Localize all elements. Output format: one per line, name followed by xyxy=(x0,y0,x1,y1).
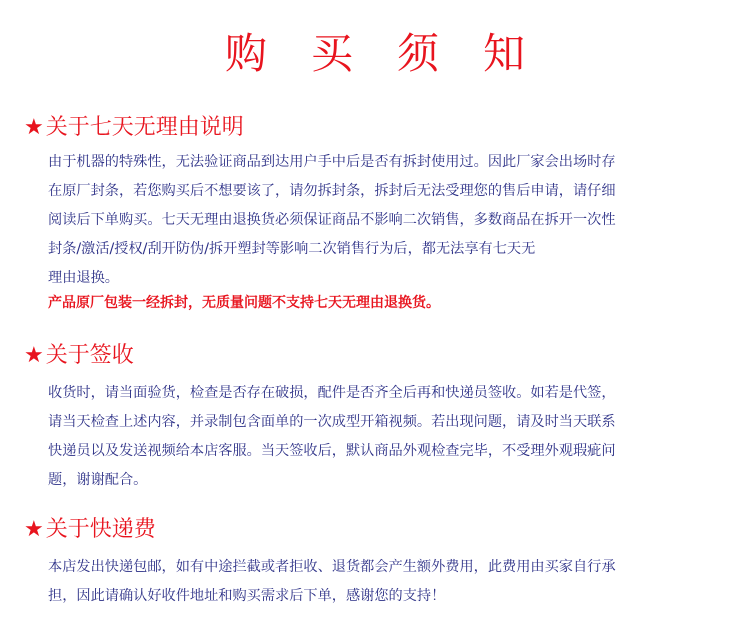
section-heading-seven-day-return xyxy=(24,114,244,142)
section-body-shipping-fee xyxy=(48,553,698,611)
star-icon: ★ xyxy=(24,517,44,542)
section-heading-text: 关于快递费 xyxy=(45,517,156,542)
section-heading-text: 关于七天无理由说明 xyxy=(45,115,244,140)
section-body-seven-day-return xyxy=(48,148,698,293)
section-heading-shipping-fee xyxy=(24,516,156,544)
paragraph-line: 快递员以及发送视频给本店客服。当天签收后，默认商品外观检查完毕，不受理外观瑕疵问 xyxy=(48,443,616,459)
title-char: 买 xyxy=(310,29,353,78)
paragraph-line: 收货时，请当面验货，检查是否存在破损，配件是否齐全后再和快递员签收。如若是代签， xyxy=(48,385,616,401)
star-icon: ★ xyxy=(24,115,44,140)
title-char: 知 xyxy=(483,29,526,78)
paragraph-line: 本店发出快递包邮，如有中途拦截或者拒收、退货都会产生额外费用，此费用由买家自行承 xyxy=(48,559,616,575)
paragraph-line: 理由退换。 xyxy=(48,270,119,286)
warning-text: 产品原厂包装一经拆封，无质量问题不支持七天无理由退换货。 xyxy=(48,295,440,311)
paragraph-line: 在原厂封条，若您购买后不想要该了，请勿拆封条，拆封后无法受理您的售后申请，请仔细 xyxy=(48,183,616,199)
page-title xyxy=(0,28,750,80)
star-icon: ★ xyxy=(24,343,44,368)
title-char: 须 xyxy=(397,29,440,78)
title-char: 购 xyxy=(224,29,267,78)
paragraph-line: 由于机器的特殊性，无法验证商品到达用户手中后是否有拆封使用过。因此厂家会出场时存 xyxy=(48,154,616,170)
paragraph-line: 阅读后下单购买。七天无理由退换货必须保证商品不影响二次销售，多数商品在拆开一次性 xyxy=(48,212,616,228)
paragraph-line: 封条/激活/授权/刮开防伪/拆开塑封等影响二次销售行为后，都无法享有七天无 xyxy=(48,241,536,257)
section-heading-signing xyxy=(24,342,134,370)
paragraph-line: 担，因此请确认好收件地址和购买需求后下单，感谢您的支持！ xyxy=(48,588,446,604)
paragraph-line: 请当天检查上述内容，并录制包含面单的一次成型开箱视频。若出现问题，请及时当天联系 xyxy=(48,414,616,430)
paragraph-line: 题，谢谢配合。 xyxy=(48,472,148,488)
section-heading-text: 关于签收 xyxy=(45,343,134,368)
section-body-signing xyxy=(48,379,698,495)
